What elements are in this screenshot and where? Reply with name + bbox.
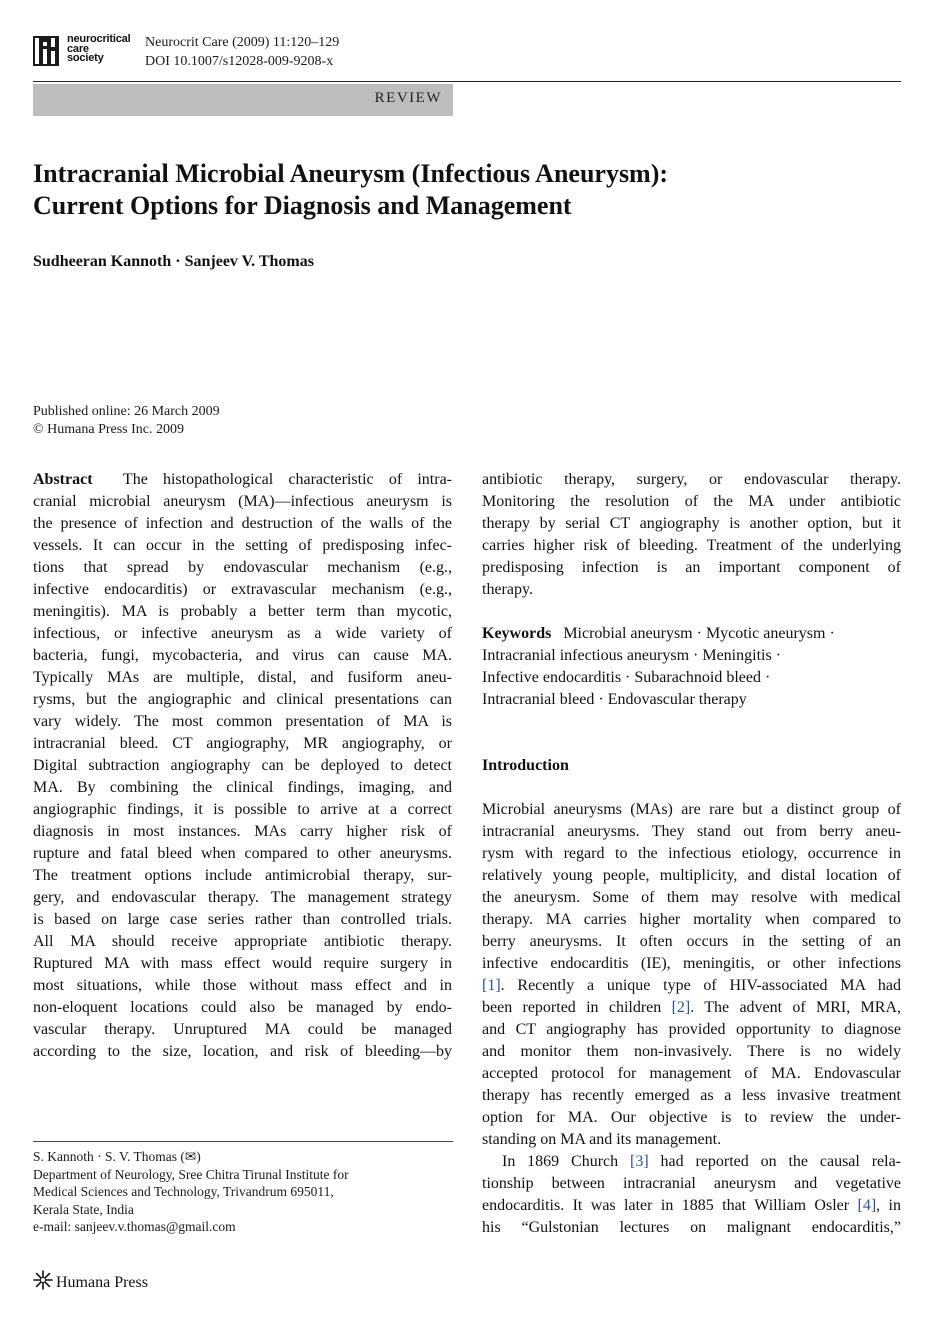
doi-link[interactable]: DOI 10.1007/s12028-009-9208-x (145, 54, 334, 69)
abstract-line: Digital subtraction angiography can be deployed to detect (33, 757, 452, 774)
title-line: Intracranial Microbial Aneurysm (Infectious Aneurysm): (33, 159, 669, 188)
abstract-line: tions that spread by endovascular mechanism (e.g., (33, 559, 452, 576)
abstract-line: angiographic findings, it is possible to arrive at a correct (33, 801, 452, 818)
abstract-line: therapy. (482, 581, 533, 598)
society-name-line: society (67, 52, 104, 64)
society-name-line: care (67, 42, 89, 55)
society-name-line: neurocritical (67, 33, 131, 45)
abstract-line: gery, and endovascular therapy. The management strategy (33, 889, 452, 906)
abstract-text: The histopathological characteristic of intra- (122, 471, 452, 488)
abstract-line: non-eloquent locations could also be managed by endo- (33, 999, 452, 1016)
abstract (33, 469, 452, 1063)
keywords (482, 623, 901, 711)
intro-line: therapy. MA carries higher mortality when compared to (482, 911, 901, 928)
intro-line: therapy has recently emerged as a less invasive treatment (482, 1087, 901, 1104)
abstract-line: infective endocarditis) or extravascular mechanism (e.g., (33, 581, 452, 598)
section-banner (33, 84, 453, 116)
neurocritical-care-society-logo-icon (33, 36, 59, 66)
intro-text: . The advent of MRI, MRA, (690, 999, 901, 1016)
society-logo (33, 33, 143, 68)
keywords-line: Intracranial infectious aneurysm · Meningitis · (482, 647, 782, 664)
abstract-label: Abstract (33, 471, 93, 488)
abstract-line: the presence of infection and destruction of the walls of the (33, 515, 452, 532)
intro-line (482, 1195, 901, 1217)
abstract-line: The treatment options include antimicrobial therapy, sur- (33, 867, 452, 884)
intro-line: berry aneurysms. It often occurs in the setting of an (482, 933, 901, 950)
abstract-line: All MA should receive appropriate antibiotic therapy. (33, 933, 452, 950)
intro-line (482, 997, 901, 1019)
footnote-state: Kerala State, India (33, 1201, 134, 1217)
abstract-line: therapy by serial CT angiography is another option, but it (482, 515, 901, 532)
abstract-line: vessels. It can occur in the setting of predisposing infec- (33, 537, 452, 554)
footnote-rule (33, 1141, 453, 1142)
intro-line: and CT angiography has provided opportunity to diagnose (482, 1021, 901, 1038)
abstract-line: carries higher risk of bleeding. Treatment of the underlying (482, 537, 901, 554)
intro-line (482, 975, 901, 997)
intro-line: tionship between intracranial aneurysm and vegetative (482, 1175, 901, 1192)
abstract-line: vascular therapy. Unruptured MA could be managed (33, 1021, 452, 1038)
keywords-label: Keywords (482, 625, 552, 642)
footnote-department: Department of Neurology, Sree Chitra Tirunal Institute for (33, 1166, 349, 1182)
footnote-institute: Medical Sciences and Technology, Trivandrum 695011, (33, 1184, 334, 1199)
abstract-line: predisposing infection is an important component of (482, 559, 901, 576)
right-column (482, 469, 901, 1239)
abstract-line: infectious, or infective aneurysm as a wide variety of (33, 625, 452, 642)
introduction-paragraph-2 (482, 1151, 901, 1239)
intro-text: been reported in children (482, 999, 672, 1016)
abstract-line: MA. By combining the clinical findings, imaging, and (33, 779, 452, 796)
abstract-line: bacteria, fungi, mycobacteria, and virus can cause MA. (33, 647, 452, 664)
intro-text: had reported on the causal rela- (648, 1153, 901, 1170)
abstract-line: Typically MAs are multiple, distal, and fusiform aneu- (33, 669, 452, 686)
citation: Neurocrit Care (2009) 11:120–129 (145, 35, 340, 50)
intro-line: the aneurysm. Some of them may resolve with medical (482, 889, 901, 906)
abstract-line: diagnosis in most instances. MAs carry higher risk of (33, 823, 452, 840)
footnote-email[interactable]: e-mail: sanjeev.v.thomas@gmail.com (33, 1219, 236, 1234)
spacer (482, 711, 901, 733)
intro-line: and monitor them non-invasively. There is no widely (482, 1043, 901, 1060)
article-title (33, 158, 893, 222)
publisher-name: Humana Press (56, 1274, 148, 1291)
published-date: Published online: 26 March 2009 (33, 404, 220, 419)
reference-link-4[interactable]: [4] (857, 1197, 877, 1214)
keywords-text: Microbial aneurysm · Mycotic aneurysm · (563, 625, 835, 642)
abstract-line: vary widely. The most common presentation of MA is (33, 713, 452, 730)
spacer (482, 601, 901, 623)
intro-line: relatively young people, multiplicity, and distal location of (482, 867, 901, 884)
intro-text: In 1869 Church (502, 1153, 630, 1170)
keywords-line: Intracranial bleed · Endovascular therapy (482, 691, 747, 708)
abstract-line: according to the size, location, and risk of bleeding—by (33, 1043, 452, 1060)
humana-press-star-icon (33, 1270, 53, 1290)
abstract-line: rysms, but the angiographic and clinical presentations can (33, 691, 452, 708)
header-rule (33, 81, 901, 82)
abstract-line: Ruptured MA with mass effect would require surgery in (33, 955, 452, 972)
introduction-heading: Introduction (482, 757, 569, 774)
intro-line: standing on MA and its management. (482, 1131, 722, 1148)
intro-line: accepted protocol for management of MA. Endovascular (482, 1065, 901, 1082)
intro-text: . Recently a unique type of HIV-associated MA had (500, 977, 901, 994)
journal-citation (145, 33, 339, 71)
author-affiliation-footnote (33, 1148, 349, 1236)
society-name (67, 35, 130, 64)
intro-line: intracranial aneurysms. They stand out from berry aneu- (482, 823, 901, 840)
keywords-line (482, 623, 901, 645)
reference-link-1[interactable]: [1] (482, 977, 501, 994)
section-label: REVIEW (374, 90, 442, 106)
publisher-logo (33, 1270, 148, 1292)
spacer (482, 777, 901, 799)
keywords-line: Infective endocarditis · Subarachnoid bleed · (482, 669, 771, 686)
publication-info (33, 403, 220, 439)
footnote-authors: S. Kannoth · S. V. Thomas (✉) (33, 1149, 201, 1164)
reference-link-3[interactable]: [3] (630, 1153, 649, 1170)
introduction-paragraph-1 (482, 799, 901, 1151)
copyright: © Humana Press Inc. 2009 (33, 422, 184, 437)
intro-line: his “Gulstonian lectures on malignant endocarditis,” (482, 1219, 901, 1236)
intro-text: endocarditis. It was later in 1885 that William Osler (482, 1197, 858, 1214)
intro-line: Microbial aneurysms (MAs) are rare but a distinct group of (482, 801, 901, 818)
article-authors: Sudheeran Kannoth · Sanjeev V. Thomas (33, 253, 314, 270)
abstract-line: cranial microbial aneurysm (MA)—infectious aneurysm is (33, 493, 452, 510)
abstract-line: most situations, while those without mass effect and in (33, 977, 452, 994)
abstract-line: meningitis). MA is probably a better term than mycotic, (33, 603, 452, 620)
abstract-line: antibiotic therapy, surgery, or endovascular therapy. (482, 471, 901, 488)
intro-text: , in (876, 1197, 901, 1214)
intro-line (482, 1151, 901, 1173)
abstract-line: rupture and fatal bleed when compared to other aneurysms. (33, 845, 452, 862)
reference-link-2[interactable]: [2] (671, 999, 691, 1016)
title-line: Current Options for Diagnosis and Management (33, 191, 572, 220)
intro-line: option for MA. Our objective is to review the under- (482, 1109, 901, 1126)
intro-line: infective endocarditis (IE), meningitis, or other infections (482, 955, 901, 972)
spacer (482, 733, 901, 755)
intro-line: rysm with regard to the infectious etiology, occurrence in (482, 845, 901, 862)
abstract-line: is based on large case series rather than controlled trials. (33, 911, 452, 928)
abstract-line: Monitoring the resolution of the MA under antibiotic (482, 493, 901, 510)
abstract-line (33, 469, 452, 491)
abstract-line: intracranial bleed. CT angiography, MR angiography, or (33, 735, 452, 752)
